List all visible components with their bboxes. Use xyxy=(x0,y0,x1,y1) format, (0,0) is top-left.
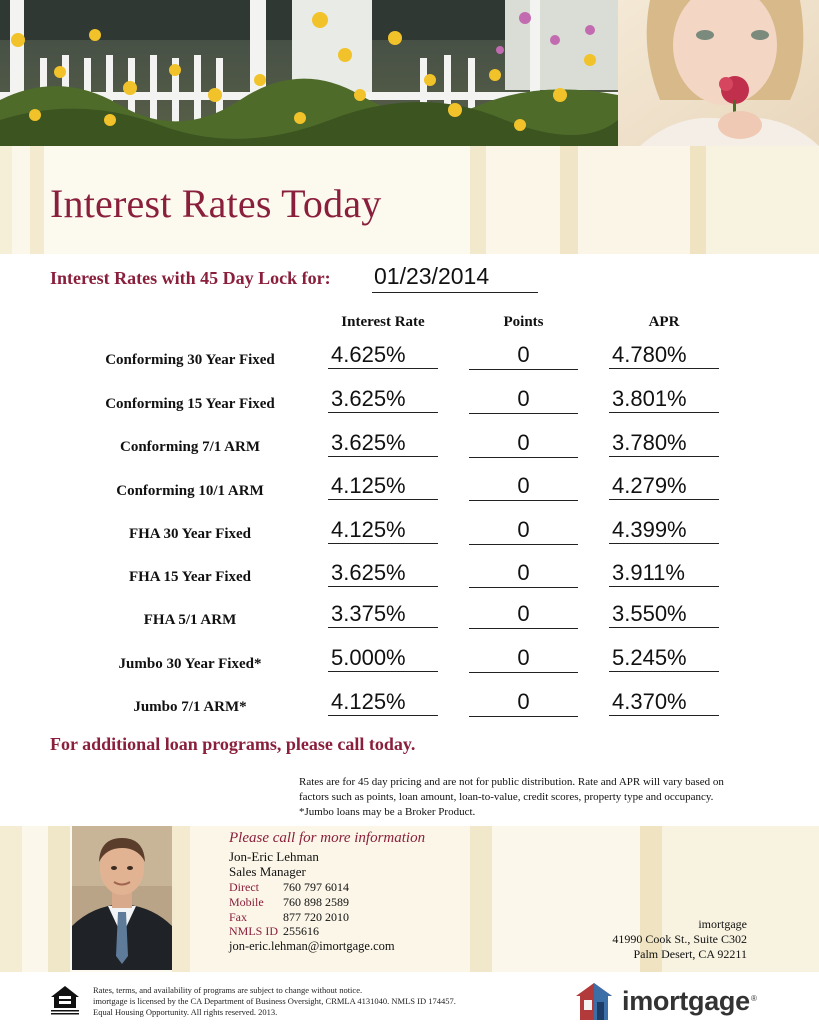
agent-email-link[interactable]: jon-eric.lehman@imortgage.com xyxy=(229,939,395,953)
disclaimer-line: *Jumbo loans may be a Broker Product. xyxy=(299,806,476,818)
office-city: Palm Desert, CA 92211 xyxy=(633,947,747,961)
office-company: imortgage xyxy=(698,917,747,931)
direct-label: Direct xyxy=(229,880,259,894)
rate-cell: 3.625% xyxy=(328,559,438,587)
lock-date: 01/23/2014 xyxy=(372,263,538,293)
mobile-phone[interactable]: 760 898 2589 xyxy=(283,895,349,909)
rate-disclaimer xyxy=(299,775,779,820)
disclaimer-line: factors such as points, loan amount, loan-to-value, credit scores, property type and occupancy. xyxy=(299,791,714,803)
row-label: Conforming 10/1 ARM xyxy=(116,483,264,499)
points-cell: 0 xyxy=(469,688,578,717)
header-photo-art xyxy=(0,0,819,146)
direct-phone[interactable]: 760 797 6014 xyxy=(283,880,349,894)
rate-cell: 4.125% xyxy=(328,472,438,500)
apr-cell: 5.245% xyxy=(609,644,719,672)
apr-cell: 4.279% xyxy=(609,472,719,500)
points-cell: 0 xyxy=(469,600,578,629)
points-cell: 0 xyxy=(469,559,578,588)
agent-portrait-icon xyxy=(72,826,172,970)
footer-legal xyxy=(93,985,456,1018)
column-header-apr: APR xyxy=(648,314,680,330)
row-label: FHA 30 Year Fixed xyxy=(128,526,252,542)
equal-housing-icon xyxy=(48,982,82,1016)
brand-logo-text: imortgage xyxy=(622,986,750,1016)
fax-label: Fax xyxy=(229,910,247,924)
agent-name: Jon-Eric Lehman xyxy=(229,849,319,864)
points-cell: 0 xyxy=(469,429,578,458)
lock-label: Interest Rates with 45 Day Lock for: xyxy=(50,268,331,288)
imortgage-house-icon xyxy=(574,980,614,1022)
apr-cell: 4.780% xyxy=(609,341,719,369)
rate-cell: 4.125% xyxy=(328,688,438,716)
agent-photo xyxy=(72,826,172,970)
points-cell: 0 xyxy=(469,341,578,370)
header-photo xyxy=(0,0,819,146)
row-label: Conforming 15 Year Fixed xyxy=(105,396,275,412)
nmls-id: 255616 xyxy=(283,924,319,938)
apr-cell: 3.550% xyxy=(609,600,719,628)
points-cell: 0 xyxy=(469,644,578,673)
row-label: Jumbo 30 Year Fixed* xyxy=(118,656,262,672)
rate-cell: 4.125% xyxy=(328,516,438,544)
rate-cell: 3.375% xyxy=(328,600,438,628)
column-header-points: Points xyxy=(503,314,544,330)
mobile-label: Mobile xyxy=(229,895,264,909)
row-label: FHA 5/1 ARM xyxy=(143,612,237,628)
apr-cell: 4.399% xyxy=(609,516,719,544)
footer-line: Equal Housing Opportunity. All rights reserved. 2013. xyxy=(93,1007,278,1017)
apr-cell: 3.801% xyxy=(609,385,719,413)
row-label: Conforming 7/1 ARM xyxy=(120,439,260,455)
apr-cell: 4.370% xyxy=(609,688,719,716)
column-header-interest-rate: Interest Rate xyxy=(341,314,425,330)
points-cell: 0 xyxy=(469,472,578,501)
office-street: 41990 Cook St., Suite C302 xyxy=(612,932,747,946)
disclaimer-line: Rates are for 45 day pricing and are not for public distribution. Rate and APR will vary based on xyxy=(299,776,724,788)
row-label: Conforming 30 Year Fixed xyxy=(105,352,275,368)
points-cell: 0 xyxy=(469,385,578,414)
brand-registered-mark: ® xyxy=(751,994,757,1003)
office-address xyxy=(612,917,747,962)
call-to-action: For additional loan programs, please call today. xyxy=(50,734,416,754)
rate-cell: 3.625% xyxy=(328,429,438,457)
footer-line: Rates, terms, and availability of programs are subject to change without notice. xyxy=(93,985,363,995)
contact-heading: Please call for more information xyxy=(229,830,426,846)
footer-line: imortgage is licensed by the CA Department of Business Oversight, CRMLA 4131040. NMLS ID 174457. xyxy=(93,996,456,1006)
rate-cell: 5.000% xyxy=(328,644,438,672)
nmls-label: NMLS ID xyxy=(229,924,279,938)
points-cell: 0 xyxy=(469,516,578,545)
rate-cell: 4.625% xyxy=(328,341,438,369)
agent-title: Sales Manager xyxy=(229,864,306,879)
row-label: Jumbo 7/1 ARM* xyxy=(133,699,247,715)
apr-cell: 3.911% xyxy=(609,559,719,587)
page-title: Interest Rates Today xyxy=(50,181,382,226)
apr-cell: 3.780% xyxy=(609,429,719,457)
fax-number: 877 720 2010 xyxy=(283,910,349,924)
rate-cell: 3.625% xyxy=(328,385,438,413)
row-label: FHA 15 Year Fixed xyxy=(128,569,252,585)
